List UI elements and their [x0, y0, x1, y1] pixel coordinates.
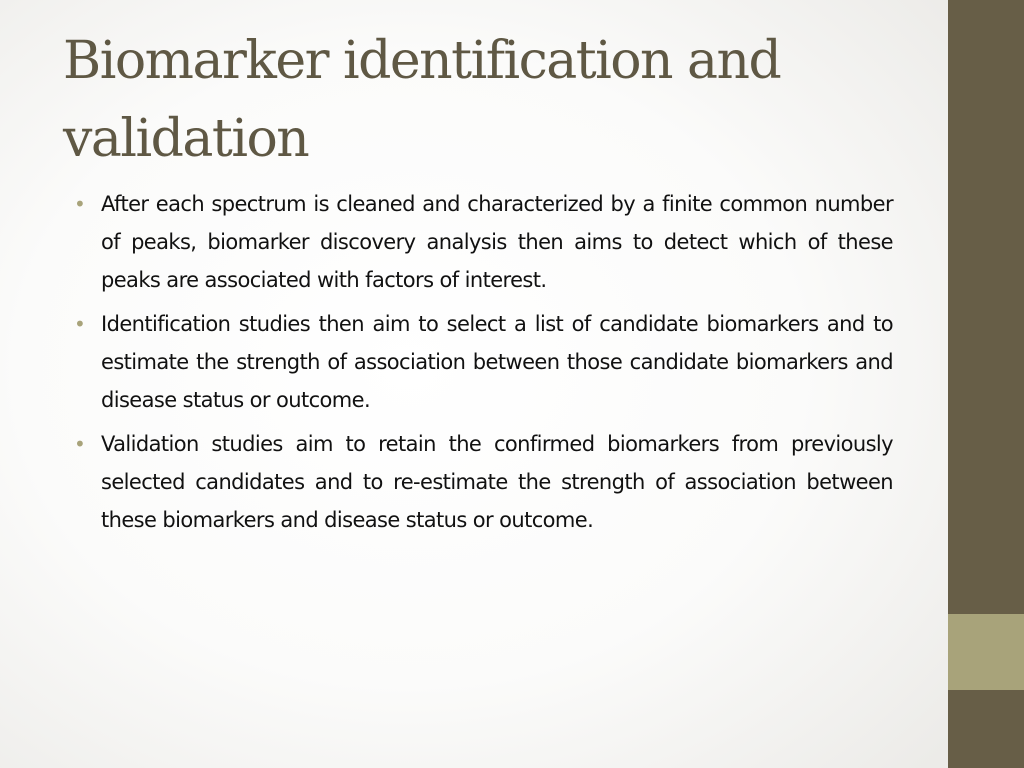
- bullet-dot-icon: •: [74, 312, 86, 336]
- slide-title: Biomarker identification and validation: [63, 31, 781, 169]
- bullet-item: [74, 425, 893, 539]
- bullet-text: Identification studies then aim to select a list of candidate biomarkers and to estimate the strength of association between those candidate biomarkers and disease status or outcome.: [101, 312, 893, 412]
- side-decoration-band: [948, 0, 1024, 768]
- bullet-dot-icon: •: [74, 192, 86, 216]
- bullet-text: After each spectrum is cleaned and characterized by a finite common number of peaks, biomarker discovery analysis then aims to detect which of these peaks are associated with factors of interest.: [101, 192, 893, 292]
- bullet-item: [74, 185, 893, 299]
- bullet-dot-icon: •: [74, 432, 86, 456]
- bullet-text: Validation studies aim to retain the confirmed biomarkers from previously selected candidates and to re-estimate the strength of association between these biomarkers and disease status or outcome.: [101, 432, 893, 532]
- bullet-list: [74, 185, 893, 545]
- bullet-item: [74, 305, 893, 419]
- side-decoration-accent: [948, 614, 1024, 690]
